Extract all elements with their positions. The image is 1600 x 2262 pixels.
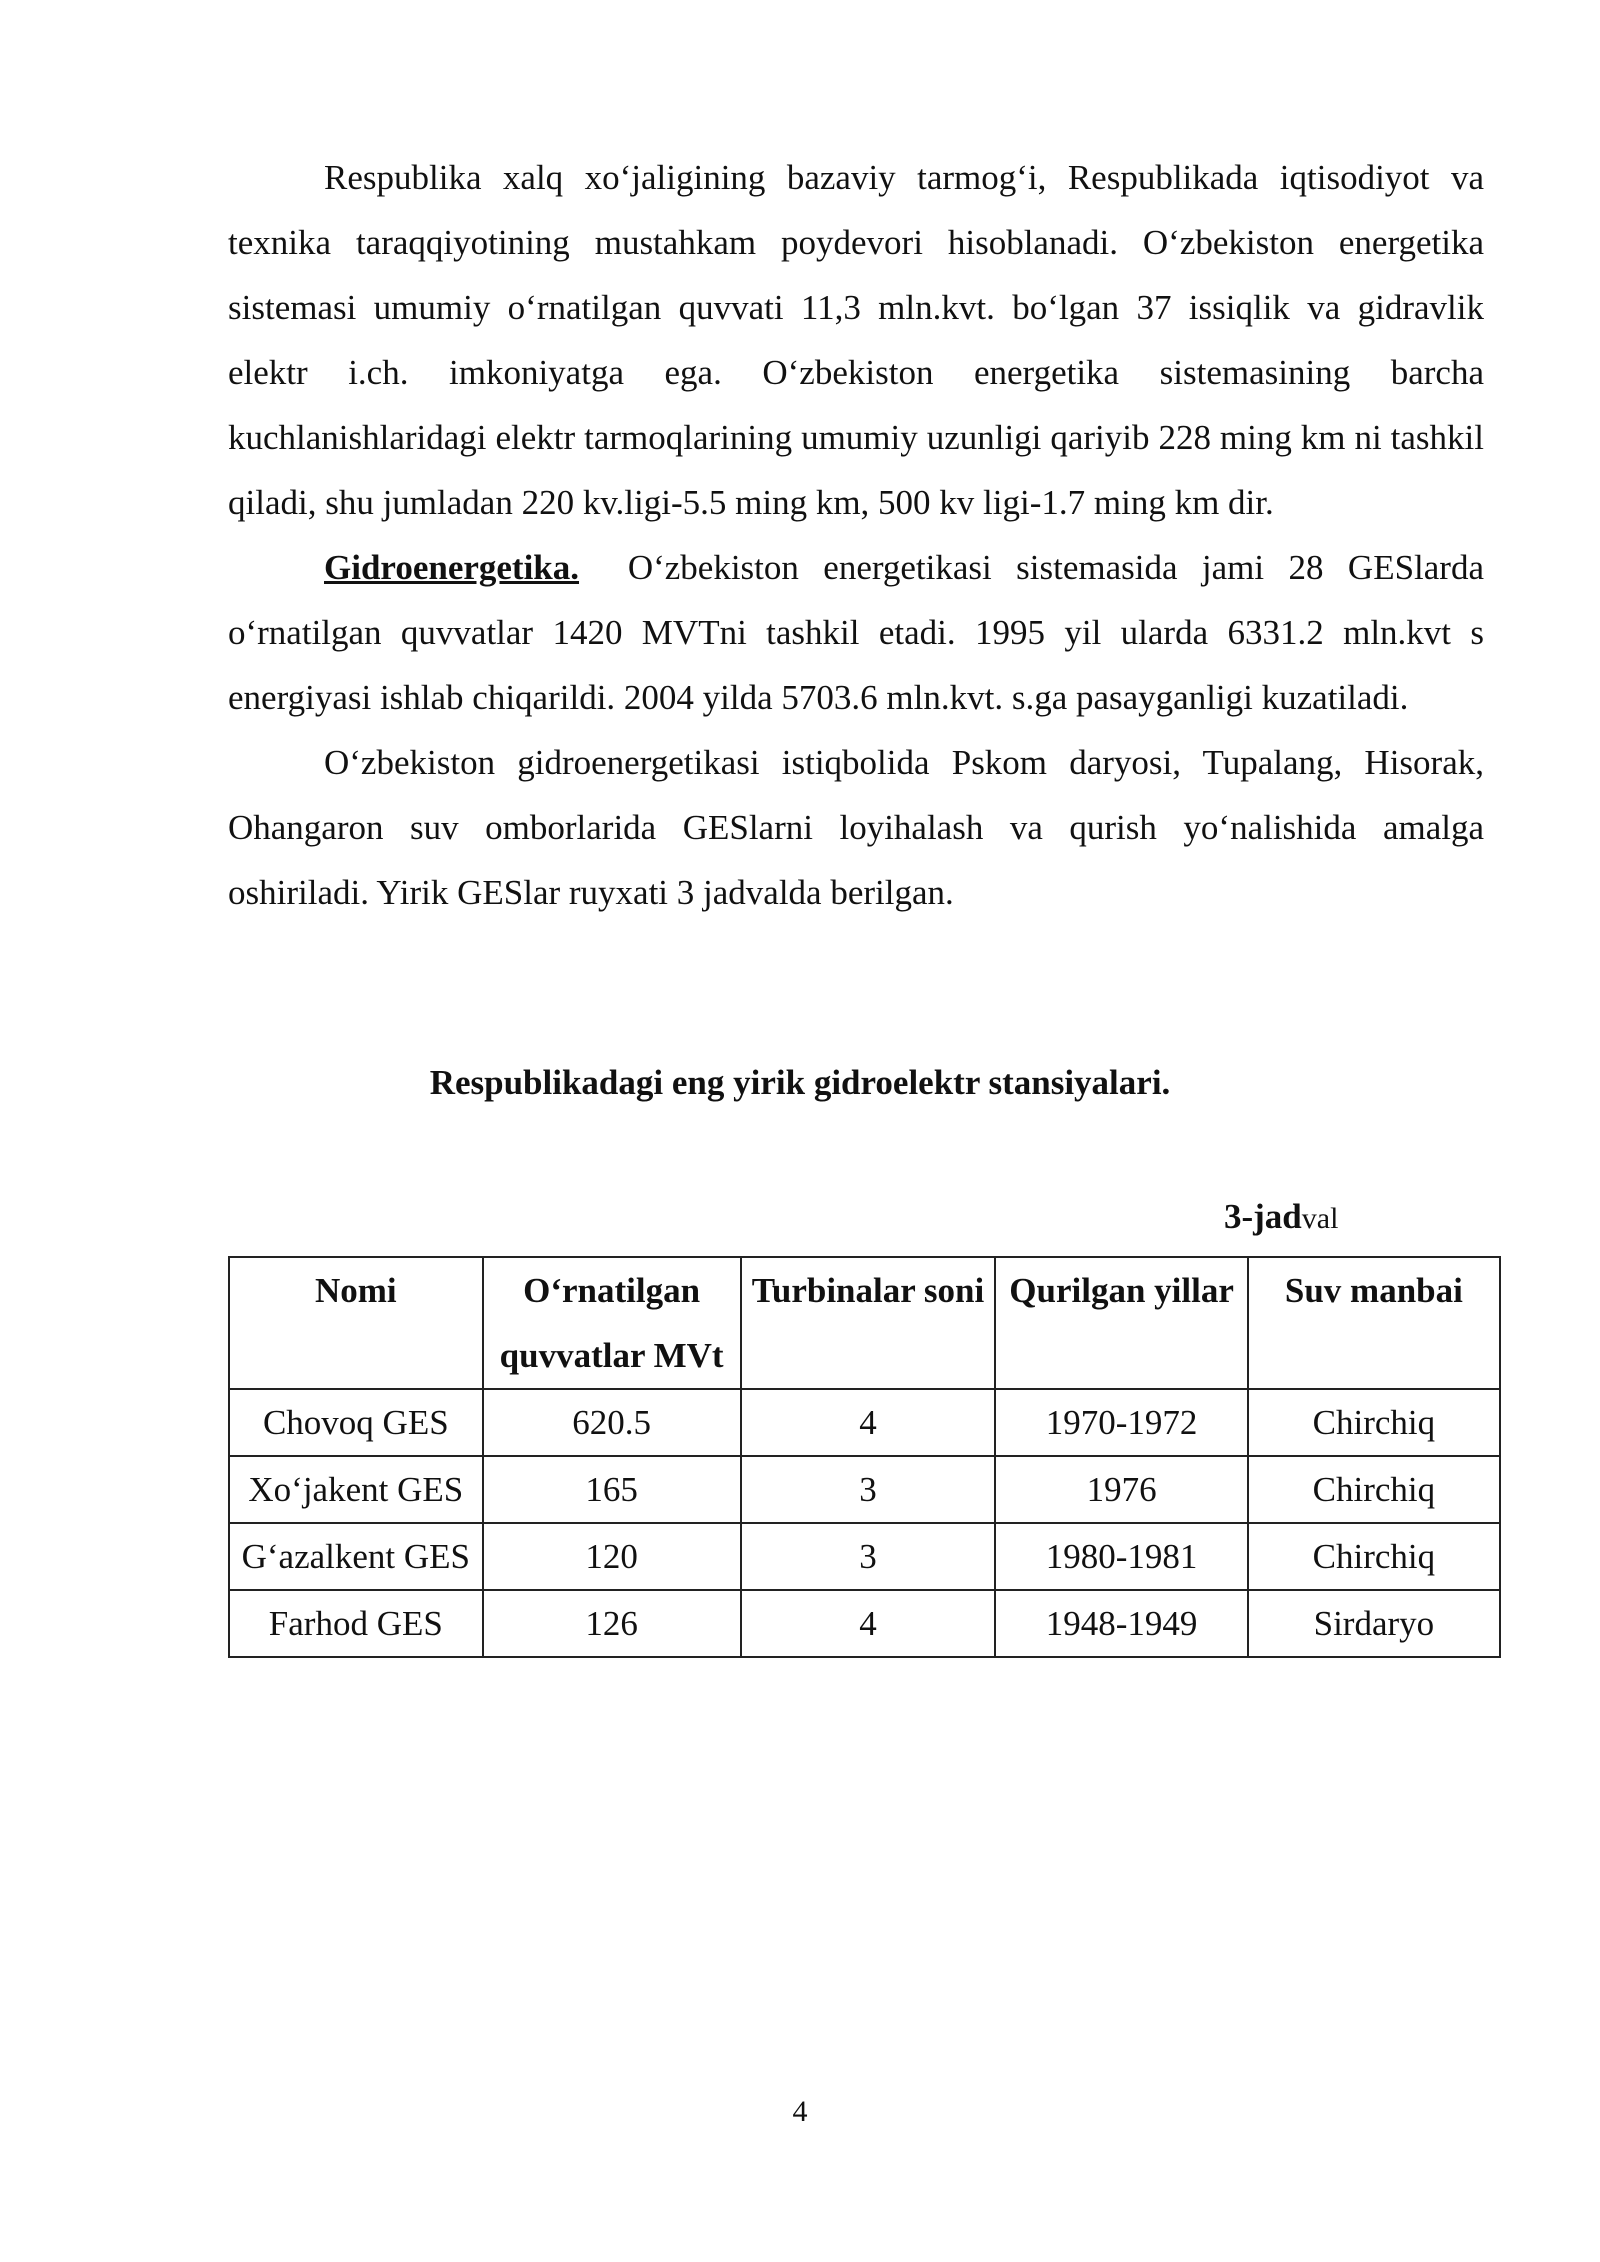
cell-water-source: Chirchiq <box>1248 1389 1500 1456</box>
cell-water-source: Chirchiq <box>1248 1456 1500 1523</box>
header-turbines: Turbinalar soni <box>741 1257 996 1389</box>
cell-turbines: 4 <box>741 1590 996 1657</box>
cell-years: 1980-1981 <box>995 1523 1247 1590</box>
cell-water-source: Chirchiq <box>1248 1523 1500 1590</box>
cell-capacity: 126 <box>483 1590 741 1657</box>
cell-turbines: 3 <box>741 1523 996 1590</box>
table-number-bold: 3-jad <box>1224 1197 1302 1236</box>
cell-capacity: 165 <box>483 1456 741 1523</box>
header-years: Qurilgan yillar <box>995 1257 1247 1389</box>
table-row <box>229 1590 1500 1657</box>
table-title: Respublikadagi eng yirik gidroelektr stansiyalari. <box>429 1063 1171 1102</box>
cell-years: 1976 <box>995 1456 1247 1523</box>
cell-years: 1948-1949 <box>995 1590 1247 1657</box>
cell-turbines: 4 <box>741 1389 996 1456</box>
page-number: 4 <box>792 2095 808 2128</box>
paragraph-intro: Respublika xalq xo‘jaligining bazaviy tarmog‘i, Respublikada iqtisodiyot va texnika taraqqiyotining mustahkam poydevori hisoblanadi. O‘zbekiston energetika sistemasi umumiy o‘rnatilgan quvvati 11,3 mln.kvt. bo‘lgan 37 issiqlik va gidravlik elektr i.ch. imkoniyatga ega. O‘zbekiston energetika sistemasining barcha kuchlanishlaridagi elektr tarmoqlarining umumiy uzunligi qariyib 228 ming km ni tashkil qiladi, shu jumladan 220 kv.ligi-5.5 ming km, 500 kv ligi-1.7 ming km dir. <box>228 158 1484 522</box>
header-capacity: O‘rnatilgan quvvatlar MVt <box>483 1257 741 1389</box>
section-heading: Gidroenergetika. <box>324 548 580 587</box>
table-row <box>229 1456 1500 1523</box>
cell-name: Chovoq GES <box>229 1389 483 1456</box>
header-water-source: Suv manbai <box>1248 1257 1500 1389</box>
table-row <box>229 1389 1500 1456</box>
body-text <box>228 145 1484 925</box>
cell-capacity: 120 <box>483 1523 741 1590</box>
header-name: Nomi <box>229 1257 483 1389</box>
table-number <box>1224 1192 1338 1244</box>
cell-capacity: 620.5 <box>483 1389 741 1456</box>
paragraph-prospects: O‘zbekiston gidroenergetikasi istiqbolida Pskom daryosi, Tupalang, Hisorak, Ohangaron suv omborlarida GESlarni loyihalash va qurish yo‘nalishida amalga oshiriladi. Yirik GESlar ruyxati 3 jadvalda berilgan. <box>228 743 1484 912</box>
cell-turbines: 3 <box>741 1456 996 1523</box>
table-number-rest: val <box>1301 1202 1339 1235</box>
cell-years: 1970-1972 <box>995 1389 1247 1456</box>
cell-name: Xo‘jakent GES <box>229 1456 483 1523</box>
cell-name: Farhod GES <box>229 1590 483 1657</box>
paragraph-hydropower-text: O‘zbekiston energetikasi sistemasida jami 28 GESlarda o‘rnatilgan quvvatlar 1420 MVTni tashkil etadi. 1995 yil ularda 6331.2 mln.kvt s energiyasi ishlab chiqarildi. 2004 yilda 5703.6 mln.kvt. s.ga pasayganligi kuzatiladi. <box>228 548 1484 717</box>
cell-name: G‘azalkent GES <box>229 1523 483 1590</box>
cell-water-source: Sirdaryo <box>1248 1590 1500 1657</box>
table-row <box>229 1523 1500 1590</box>
paragraph-hydropower <box>228 535 1484 730</box>
table-header-row <box>229 1257 1500 1389</box>
hydro-stations-table <box>228 1256 1501 1658</box>
